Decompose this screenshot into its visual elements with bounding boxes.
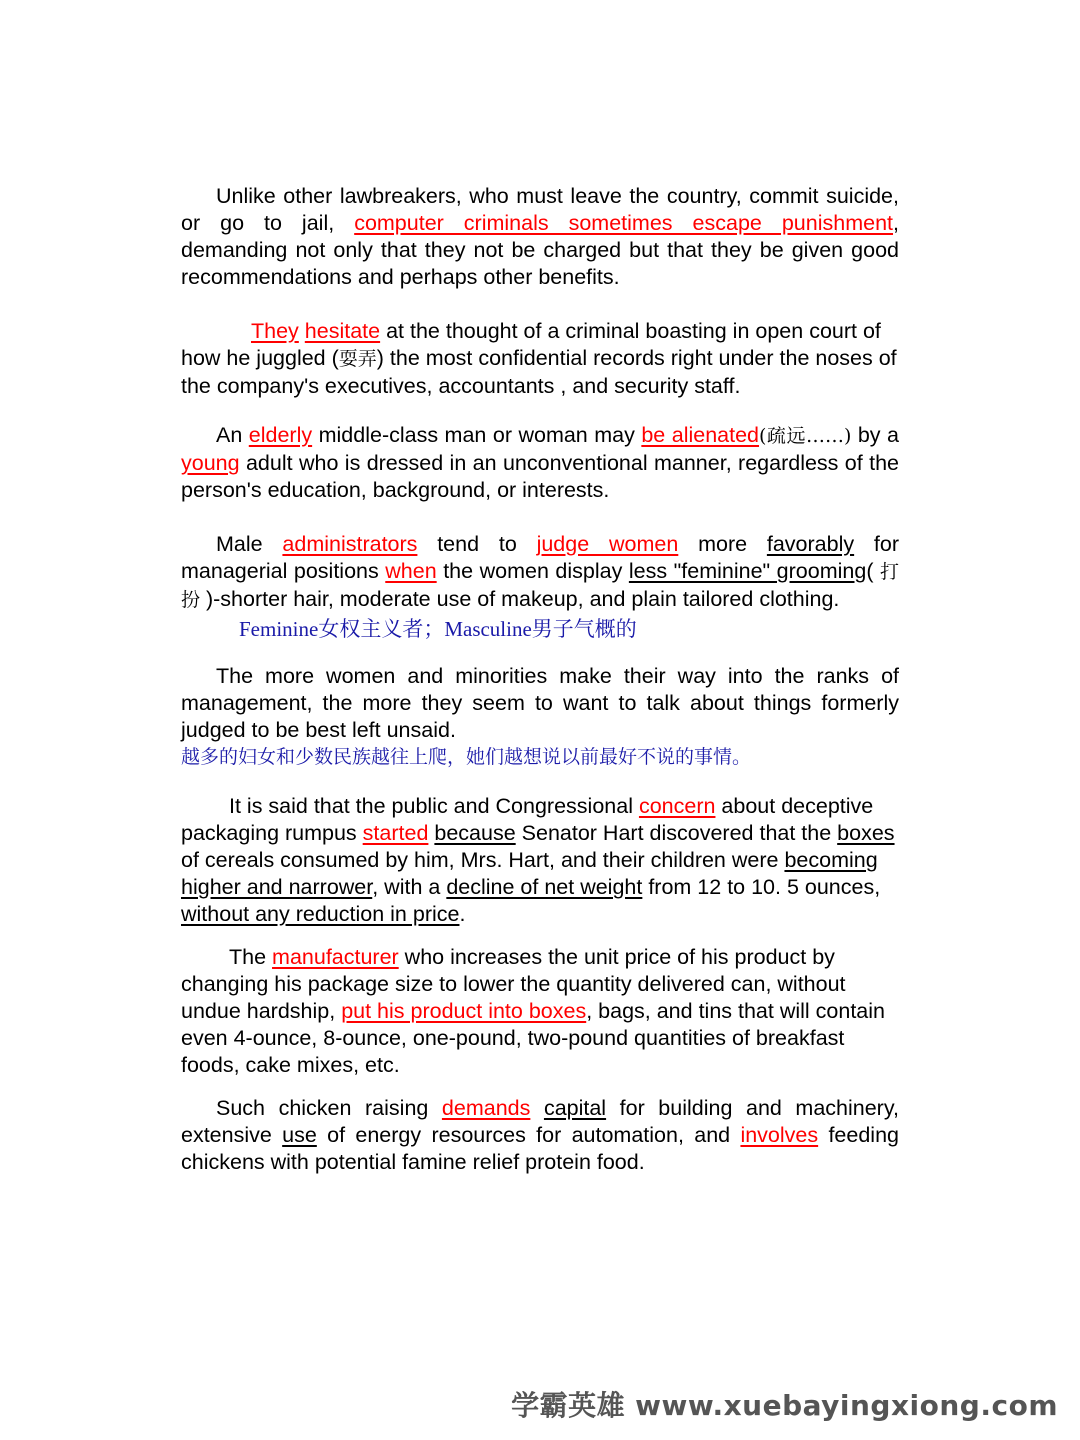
text: more — [678, 532, 767, 556]
paragraph-8 — [181, 1095, 899, 1176]
translation-note: 越多的妇女和少数民族越往上爬，她们越想说以前最好不说的事情。 — [181, 746, 752, 768]
underlined-phrase: decline of net weight — [446, 875, 643, 899]
highlight-phrase: be alienated — [641, 423, 760, 447]
underlined-word: boxes — [837, 821, 895, 845]
text: for building and machinery, extensive — [181, 1096, 899, 1147]
text: from 12 to 10. 5 ounces, — [642, 875, 881, 899]
highlight-word: They — [251, 319, 299, 343]
highlight-phrase: put his product into boxes — [341, 999, 587, 1023]
underlined-word: capital — [543, 1096, 607, 1120]
text: )-shorter hair, moderate use of makeup, and plain tailored clothing. — [200, 587, 840, 611]
text: about deceptive packaging rumpus — [181, 794, 874, 845]
underlined-word: use — [282, 1123, 317, 1147]
text: Male — [216, 532, 283, 556]
text: The — [229, 945, 273, 969]
chinese-gloss: 打 扮 — [181, 561, 900, 611]
text: middle-class man or woman may — [312, 423, 642, 447]
highlight-word: demands — [441, 1096, 531, 1120]
text: tend to — [417, 532, 537, 556]
watermark-brand: 学霸英雄 — [511, 1389, 626, 1422]
paragraph-5 — [181, 663, 899, 744]
text: , with a — [372, 875, 447, 899]
text: An — [216, 423, 249, 447]
paragraph-1 — [181, 183, 899, 291]
text: of cereals consumed by him, Mrs. Hart, and their children were — [181, 848, 785, 872]
text: ( — [866, 559, 880, 583]
text: Such chicken raising — [216, 1096, 442, 1120]
highlight-phrase: computer criminals sometimes escape punishment — [354, 211, 894, 235]
paragraph-6 — [181, 793, 899, 928]
text: The more women and minorities make their way into the ranks of management, the more they seem to want to talk about things formerly judged to be best left unsaid. — [181, 664, 899, 742]
watermark-url: www.xuebayingxiong.com — [635, 1389, 1058, 1422]
highlight-word: started — [362, 821, 429, 845]
text: adult who is dressed in an unconventional manner, regardless of the person's education, background, or interests. — [181, 451, 899, 502]
text: . — [459, 902, 466, 926]
underlined-phrase: less "feminine" grooming — [628, 559, 867, 583]
highlight-word: concern — [638, 794, 716, 818]
paragraph-4 — [181, 531, 899, 614]
chinese-gloss: (疏远……) — [759, 425, 852, 447]
text: feeding chickens with potential famine relief protein food. — [181, 1123, 899, 1174]
text: It is said that the public and Congressional — [229, 794, 639, 818]
paragraph-7 — [181, 944, 899, 1079]
underlined-word: favorably — [766, 532, 855, 556]
highlight-word: when — [385, 559, 437, 583]
text: Unlike other lawbreakers, who must leave the country, commit suicide, or go to jail, — [181, 184, 899, 235]
document-page — [181, 183, 899, 1176]
underlined-phrase: without any reduction in price — [181, 902, 460, 926]
text: ) the most confidential records right under the noses of the company's executives, accountants , and security staff. — [181, 346, 897, 398]
highlight-phrase: judge women — [536, 532, 679, 556]
underlined-phrase: becoming higher and narrower — [181, 848, 878, 899]
text: Senator Hart discovered that the — [515, 821, 838, 845]
vocabulary-note: Feminine女权主义者；Masculine男子气概的 — [239, 617, 637, 641]
watermark — [511, 1384, 1058, 1424]
text: of energy resources for automation, and — [316, 1123, 741, 1147]
paragraph-3 — [181, 422, 899, 504]
text: , bags, and tins that will contain even 4-ounce, 8-ounce, one-pound, two-pound quantities of breakfast foods, cake mixes, etc. — [181, 999, 885, 1077]
highlight-word: administrators — [282, 532, 418, 556]
text — [530, 1096, 544, 1120]
text: at the thought of a criminal boasting in open court of how he juggled ( — [181, 319, 881, 370]
paragraph-2 — [181, 318, 899, 400]
chinese-gloss: 耍弄 — [338, 348, 377, 370]
underlined-word: because — [434, 821, 516, 845]
text: for managerial positions — [181, 532, 900, 583]
text: the women display — [436, 559, 629, 583]
text: who increases the unit price of his product by changing his package size to lower the quantity delivered can, without undue hardship, — [181, 945, 846, 1023]
text: , demanding not only that they not be charged but that they be given good recommendations and perhaps other benefits. — [181, 211, 899, 289]
highlight-word: involves — [740, 1123, 819, 1147]
highlight-word: hesitate — [304, 319, 381, 343]
text: by a — [851, 423, 899, 447]
highlight-word: young — [181, 451, 240, 475]
highlight-word: elderly — [248, 423, 313, 447]
highlight-word: manufacturer — [272, 945, 399, 969]
